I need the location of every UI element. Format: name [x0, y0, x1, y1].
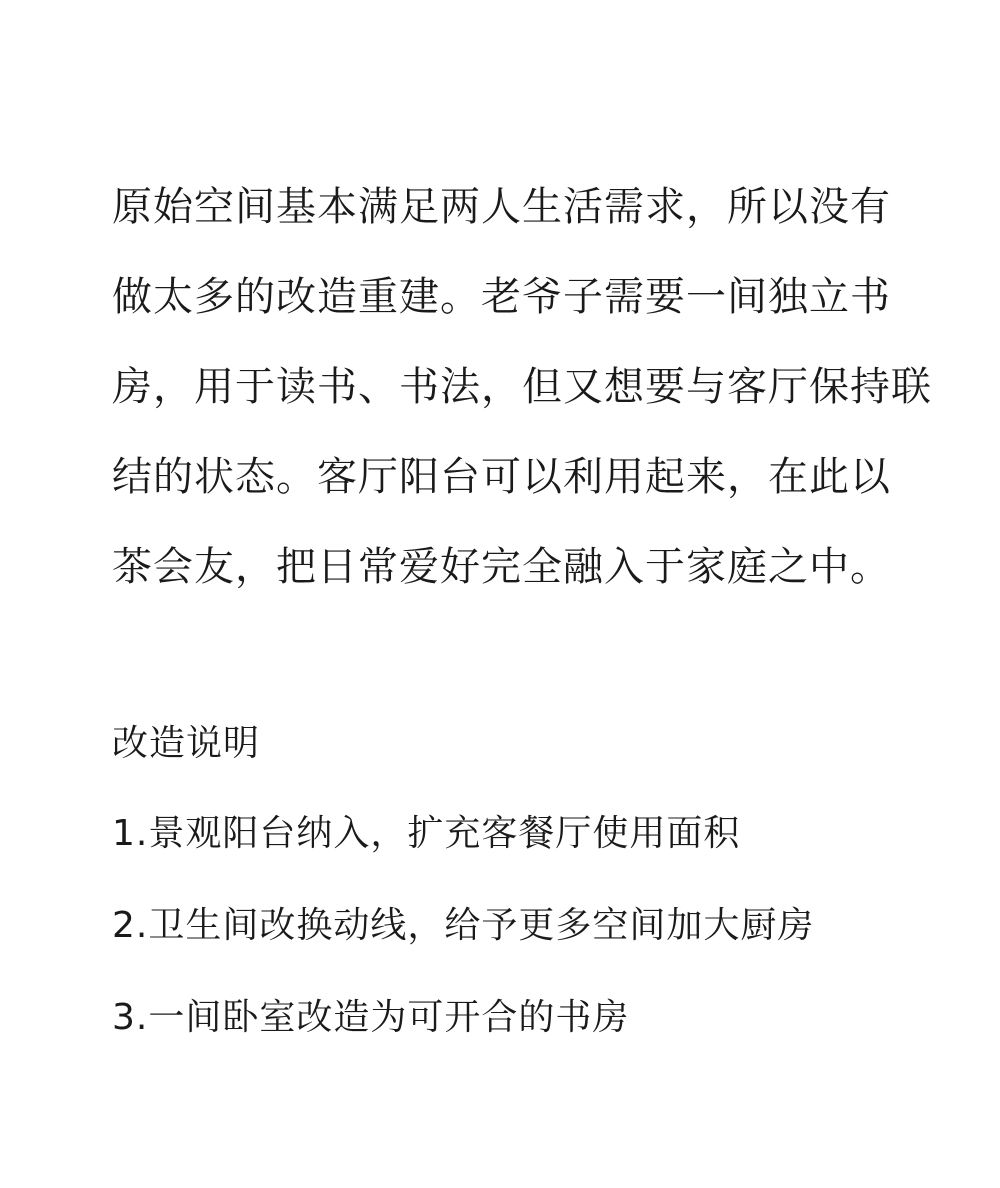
intro-paragraph [112, 177, 932, 627]
section-heading: 改造说明 [112, 723, 261, 764]
intro-line: 房，用于读书、书法，但又想要与客厅保持联 [112, 364, 932, 410]
renovation-notes [112, 714, 912, 1080]
list-item: 2.卫生间改换动线，给予更多空间加大厨房 [112, 905, 815, 946]
intro-line: 原始空间基本满足两人生活需求，所以没有 [112, 184, 891, 230]
list-item: 3.一间卧室改造为可开合的书房 [112, 997, 630, 1038]
intro-line: 茶会友，把日常爱好完全融入于家庭之中。 [112, 544, 891, 590]
intro-line: 结的状态。客厅阳台可以利用起来，在此以 [112, 454, 891, 500]
intro-line: 做太多的改造重建。老爷子需要一间独立书 [112, 274, 891, 320]
list-item: 1.景观阳台纳入，扩充客餐厅使用面积 [112, 813, 741, 854]
